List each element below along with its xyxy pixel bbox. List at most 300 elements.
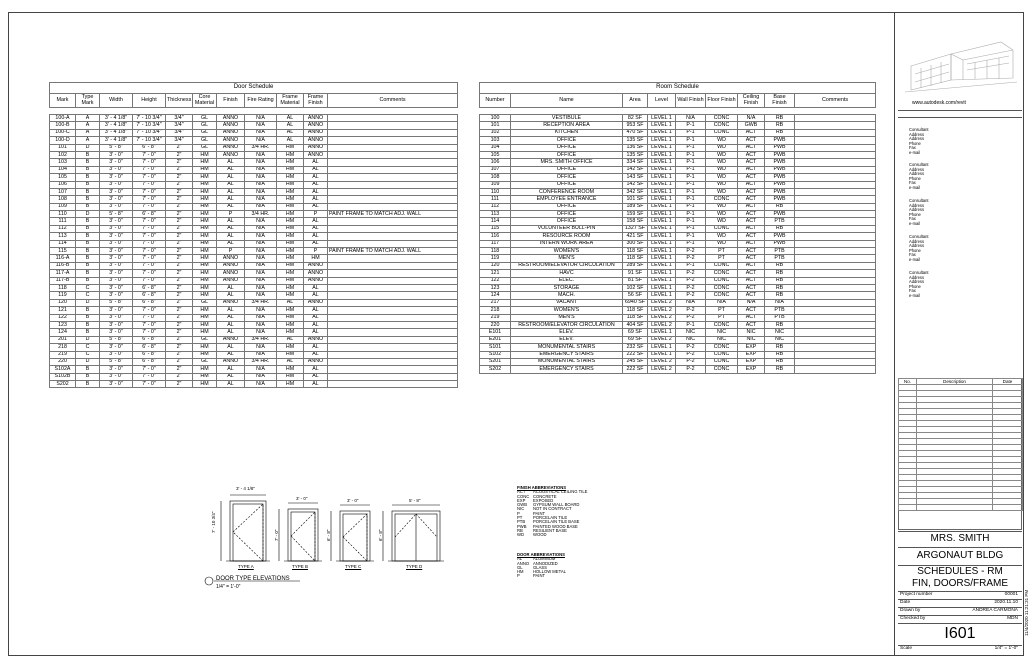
table-cell: HM xyxy=(277,181,304,188)
door-type-elevations xyxy=(200,485,460,595)
table-cell: AL xyxy=(304,225,328,232)
building-sketch xyxy=(901,20,1019,98)
abbreviation-meaning: ALUMINUM xyxy=(533,556,556,562)
table-cell: LEVEL 1 xyxy=(648,196,676,203)
table-cell xyxy=(795,211,876,218)
table-cell: PT xyxy=(706,248,738,255)
table-cell: ACT xyxy=(738,277,765,284)
table-cell: 2" xyxy=(166,211,193,218)
sheet-number: I601 xyxy=(944,625,976,642)
room-row xyxy=(480,358,876,365)
table-cell: B xyxy=(76,225,100,232)
table-cell: WD xyxy=(706,159,738,166)
table-cell: 2" xyxy=(166,321,193,328)
table-cell: P-2 xyxy=(676,292,706,299)
room-row xyxy=(480,137,876,144)
table-cell: HM xyxy=(193,174,217,181)
date-label: Date xyxy=(900,600,911,605)
table-cell: C xyxy=(76,344,100,351)
door-row xyxy=(50,144,458,151)
abbreviation-meaning: WOOD xyxy=(533,532,547,538)
type-a-height: 7' - 10 3/4" xyxy=(211,511,216,533)
door-row xyxy=(50,366,458,373)
table-cell: PAINT FRAME TO MATCH ADJ. WALL xyxy=(328,248,458,255)
table-cell: OFFICE xyxy=(511,137,623,144)
table-cell: 7' - 0" xyxy=(133,159,166,166)
table-cell: 7' - 0" xyxy=(133,225,166,232)
table-cell: S201 xyxy=(480,358,511,365)
door-row xyxy=(50,292,458,299)
consultant-block-1: Consultant Address Address Phone Fax e-mail xyxy=(909,127,929,155)
table-cell: LEVEL 2 xyxy=(648,299,676,306)
table-cell: 7' - 0" xyxy=(133,329,166,336)
checked-by-row xyxy=(900,616,1020,621)
room-row xyxy=(480,211,876,218)
table-cell: S101 xyxy=(480,344,511,351)
table-cell xyxy=(795,307,876,314)
table-cell: 112 xyxy=(50,225,76,232)
table-cell xyxy=(795,329,876,336)
table-cell: ACT xyxy=(738,144,765,151)
table-cell: HM xyxy=(277,174,304,181)
table-cell: 3' - 4 1/8" xyxy=(100,122,133,129)
table-cell: 7' - 10 3/4" xyxy=(133,115,166,122)
table-cell: LEVEL 1 xyxy=(648,166,676,173)
table-cell: 116 xyxy=(480,233,511,240)
door-row xyxy=(50,314,458,321)
table-cell: WD xyxy=(706,211,738,218)
table-cell: ACT xyxy=(738,188,765,195)
abbreviation-meaning: PAINTED WOOD BASE xyxy=(533,523,578,529)
table-cell: 111 xyxy=(50,218,76,225)
table-cell: 2" xyxy=(166,284,193,291)
table-cell: PAINT FRAME TO MATCH ADJ. WALL xyxy=(328,211,458,218)
table-cell: N/A xyxy=(245,137,277,144)
table-cell xyxy=(328,137,458,144)
table-cell: HM xyxy=(304,255,328,262)
table-cell: CONC xyxy=(706,196,738,203)
table-cell: AL xyxy=(217,240,245,247)
table-cell xyxy=(795,351,876,358)
table-cell: AL xyxy=(217,188,245,195)
table-cell: ANNO xyxy=(304,262,328,269)
table-cell xyxy=(795,344,876,351)
table-cell: 3' - 0" xyxy=(100,366,133,373)
table-cell xyxy=(328,381,458,388)
table-cell: 117 xyxy=(480,240,511,247)
table-cell: 113 xyxy=(480,211,511,218)
table-cell: 3' - 0" xyxy=(100,203,133,210)
table-cell: N/A xyxy=(245,314,277,321)
table-cell: 3' - 0" xyxy=(100,255,133,262)
table-cell: 123 xyxy=(480,284,511,291)
table-cell: LEVEL 1 xyxy=(648,233,676,240)
table-cell: HM xyxy=(277,373,304,380)
abbreviation-code: EXP xyxy=(517,497,526,503)
table-cell: ACT xyxy=(738,166,765,173)
table-cell: 142 SF xyxy=(623,166,648,173)
table-cell: PTB xyxy=(765,218,795,225)
door-row xyxy=(50,137,458,144)
table-cell: EXP xyxy=(738,358,765,365)
door-row xyxy=(50,115,458,122)
table-cell xyxy=(328,358,458,365)
table-cell: 3' - 0" xyxy=(100,381,133,388)
table-cell: VOLUNTEER BULL-PIN xyxy=(511,225,623,232)
table-cell: RESOURCE ROOM xyxy=(511,233,623,240)
drawn-by-row xyxy=(900,608,1020,613)
table-cell xyxy=(795,188,876,195)
table-cell: HM xyxy=(277,188,304,195)
table-cell xyxy=(328,366,458,373)
door-schedule-title: Door Schedule xyxy=(50,83,458,94)
table-cell: OFFICE xyxy=(511,181,623,188)
table-cell xyxy=(795,129,876,136)
table-cell: 300 SF xyxy=(623,240,648,247)
table-cell: LEVEL 1 xyxy=(648,174,676,181)
column-header: Finish xyxy=(217,94,245,108)
table-cell: LEVEL 2 xyxy=(648,336,676,343)
table-cell: N/A xyxy=(245,351,277,358)
table-cell: HM xyxy=(277,233,304,240)
table-cell: 222 SF xyxy=(623,351,648,358)
table-cell xyxy=(795,151,876,158)
table-cell: 122 xyxy=(480,277,511,284)
table-cell: P xyxy=(304,248,328,255)
door-row xyxy=(50,262,458,269)
table-cell: N/A xyxy=(245,292,277,299)
table-cell: P-1 xyxy=(676,240,706,247)
table-cell: ANNO xyxy=(217,277,245,284)
table-cell: 159 SF xyxy=(623,211,648,218)
table-cell: 2" xyxy=(166,248,193,255)
table-cell: AL xyxy=(217,329,245,336)
door-row xyxy=(50,166,458,173)
room-row xyxy=(480,159,876,166)
table-cell: 7' - 10 3/4" xyxy=(133,129,166,136)
table-cell: 5' - 8" xyxy=(100,336,133,343)
door-row xyxy=(50,381,458,388)
table-cell: VACANT xyxy=(511,299,623,306)
table-cell: B xyxy=(76,314,100,321)
table-cell: LEVEL 1 xyxy=(648,129,676,136)
table-cell: 2" xyxy=(166,336,193,343)
abbreviation-code: AL xyxy=(517,556,523,562)
table-cell: ACT xyxy=(738,248,765,255)
abbreviation-code: PWB xyxy=(517,523,527,529)
table-cell: HM xyxy=(277,225,304,232)
type-d-height: 6' - 8" xyxy=(378,529,383,541)
table-cell: ACT xyxy=(738,203,765,210)
table-cell: 81 SF xyxy=(623,277,648,284)
table-cell: RB xyxy=(765,203,795,210)
table-cell: OFFICE xyxy=(511,218,623,225)
table-cell: RB xyxy=(765,284,795,291)
table-cell: B xyxy=(76,151,100,158)
table-cell: 124 xyxy=(480,292,511,299)
table-cell: 108 xyxy=(480,174,511,181)
table-cell: ACT xyxy=(738,233,765,240)
room-row xyxy=(480,188,876,195)
table-cell xyxy=(328,270,458,277)
table-cell: 3' - 0" xyxy=(100,307,133,314)
table-cell: RB xyxy=(765,225,795,232)
table-cell: 3/4" xyxy=(166,115,193,122)
table-cell: 2" xyxy=(166,218,193,225)
table-cell: 3' - 0" xyxy=(100,248,133,255)
table-cell: LEVEL 1 xyxy=(648,262,676,269)
table-cell: 101 xyxy=(480,122,511,129)
table-cell xyxy=(328,181,458,188)
table-cell xyxy=(795,248,876,255)
table-cell xyxy=(795,122,876,129)
door-row xyxy=(50,270,458,277)
table-cell: 3' - 4 1/8" xyxy=(100,115,133,122)
table-cell: HM xyxy=(193,166,217,173)
table-cell: AL xyxy=(304,284,328,291)
table-cell: 6' - 8" xyxy=(133,351,166,358)
table-cell: 3/4 HR. xyxy=(245,211,277,218)
revision-cell xyxy=(993,505,1023,511)
table-cell: 404 SF xyxy=(623,321,648,328)
table-cell xyxy=(328,336,458,343)
spacer-cell xyxy=(480,108,876,115)
table-cell: ANNO xyxy=(217,122,245,129)
table-cell: PWB xyxy=(765,137,795,144)
column-header: Height xyxy=(133,94,166,108)
table-cell xyxy=(328,329,458,336)
sheet-name-line-1: SCHEDULES - RM xyxy=(917,566,1003,577)
table-cell: NIC xyxy=(765,336,795,343)
table-cell: ANNO xyxy=(304,144,328,151)
table-cell: HM xyxy=(193,366,217,373)
table-cell xyxy=(795,321,876,328)
table-cell: P-1 xyxy=(676,159,706,166)
table-cell: MACH. xyxy=(511,292,623,299)
elevations-title: DOOR TYPE ELEVATIONS xyxy=(216,576,290,582)
table-cell xyxy=(328,122,458,129)
table-cell: 116-A xyxy=(50,255,76,262)
table-cell: N/A xyxy=(245,188,277,195)
table-cell xyxy=(795,299,876,306)
table-cell xyxy=(328,218,458,225)
room-row xyxy=(480,299,876,306)
table-cell: 7' - 0" xyxy=(133,203,166,210)
table-cell: 2" xyxy=(166,277,193,284)
table-cell: AL xyxy=(277,299,304,306)
table-cell: 7' - 0" xyxy=(133,366,166,373)
table-cell: AL xyxy=(304,174,328,181)
table-cell: EXP xyxy=(738,351,765,358)
table-cell: PTB xyxy=(765,248,795,255)
table-cell: HM xyxy=(277,159,304,166)
column-header: Name xyxy=(511,94,623,108)
table-cell: ACT xyxy=(738,181,765,188)
table-cell: N/A xyxy=(676,115,706,122)
table-cell: ACT xyxy=(738,196,765,203)
table-cell: 3' - 0" xyxy=(100,240,133,247)
table-cell: 2" xyxy=(166,196,193,203)
table-cell: GL xyxy=(193,144,217,151)
table-cell: 135 SF xyxy=(623,137,648,144)
table-cell: ACT xyxy=(738,174,765,181)
table-cell: 56 SF xyxy=(623,292,648,299)
table-cell: N/A xyxy=(245,225,277,232)
date-value: 2020.11.10 xyxy=(994,600,1018,605)
table-cell: HM xyxy=(193,329,217,336)
table-cell: 5' - 8" xyxy=(100,299,133,306)
table-cell: 7' - 0" xyxy=(133,373,166,380)
table-cell: 118 SF xyxy=(623,248,648,255)
table-cell: 107 xyxy=(480,166,511,173)
room-row xyxy=(480,366,876,373)
table-cell: 7' - 10 3/4" xyxy=(133,122,166,129)
table-cell: ANNO xyxy=(217,358,245,365)
table-cell: S202 xyxy=(480,366,511,373)
table-cell: P xyxy=(217,211,245,218)
table-cell: 111 xyxy=(480,196,511,203)
table-cell: 2" xyxy=(166,240,193,247)
table-cell: 103 xyxy=(480,137,511,144)
table-cell: 104 xyxy=(50,166,76,173)
table-cell: LEVEL 1 xyxy=(648,255,676,262)
room-row xyxy=(480,122,876,129)
table-cell: 123 xyxy=(50,321,76,328)
table-cell: ACT xyxy=(738,211,765,218)
table-cell: LEVEL 1 xyxy=(648,203,676,210)
room-row xyxy=(480,336,876,343)
table-cell: RB xyxy=(765,270,795,277)
table-cell: LEVEL 1 xyxy=(648,211,676,218)
table-cell: N/A xyxy=(245,115,277,122)
table-cell: ANNO xyxy=(217,255,245,262)
drawn-by-label: Drawn by xyxy=(900,608,921,613)
table-cell xyxy=(795,314,876,321)
table-cell: PWB xyxy=(765,188,795,195)
table-cell: EMPLOYEE ENTRANCE xyxy=(511,196,623,203)
table-cell xyxy=(328,255,458,262)
consultant-block-3: Consultant Address Address Phone Fax e-mail xyxy=(909,198,929,226)
table-cell: 100-B xyxy=(50,122,76,129)
table-cell: 3' - 0" xyxy=(100,181,133,188)
table-cell: HM xyxy=(193,351,217,358)
table-cell: N/A xyxy=(245,218,277,225)
table-cell: 3/4" xyxy=(166,129,193,136)
table-cell: HM xyxy=(277,314,304,321)
abbreviation-item xyxy=(517,533,587,537)
type-a-label: TYPE A xyxy=(238,564,254,569)
type-d-width: 5' - 8" xyxy=(409,498,421,503)
table-cell: RB xyxy=(765,262,795,269)
table-cell: N/A xyxy=(765,299,795,306)
table-cell: PWB xyxy=(765,181,795,188)
table-cell: 102 xyxy=(480,129,511,136)
table-cell xyxy=(328,144,458,151)
table-cell: RB xyxy=(765,129,795,136)
table-cell: GL xyxy=(193,336,217,343)
room-schedule-title: Room Schedule xyxy=(480,83,876,94)
table-cell: 2" xyxy=(166,262,193,269)
table-cell: HM xyxy=(277,307,304,314)
abbreviation-meaning: RESILIENT BASE xyxy=(533,527,567,533)
table-cell: D xyxy=(76,336,100,343)
table-cell: N/A xyxy=(245,233,277,240)
table-cell: 7' - 0" xyxy=(133,188,166,195)
table-cell: B xyxy=(76,321,100,328)
table-cell: AL xyxy=(217,166,245,173)
title-block-rule xyxy=(898,117,1022,118)
room-row xyxy=(480,351,876,358)
abbreviation-code: ANNO xyxy=(517,560,530,566)
type-a-width: 3' - 4 1/8" xyxy=(236,486,255,491)
door-row xyxy=(50,188,458,195)
table-cell: AL xyxy=(277,122,304,129)
table-cell: A xyxy=(76,137,100,144)
table-cell: P-1 xyxy=(676,218,706,225)
table-cell: N/A xyxy=(245,181,277,188)
table-cell: AL xyxy=(217,181,245,188)
table-cell: 121 xyxy=(480,270,511,277)
room-row xyxy=(480,196,876,203)
table-cell xyxy=(795,218,876,225)
table-cell: HM xyxy=(193,218,217,225)
table-cell: PT xyxy=(706,255,738,262)
drawn-by-value: ANDREA CARMONA xyxy=(972,608,1018,613)
table-cell: OFFICE xyxy=(511,211,623,218)
table-cell: AL xyxy=(217,233,245,240)
table-cell: PTB xyxy=(765,307,795,314)
table-cell: ANNO xyxy=(304,270,328,277)
table-cell: HM xyxy=(277,240,304,247)
table-cell xyxy=(795,262,876,269)
table-cell: HM xyxy=(193,344,217,351)
table-cell: 2" xyxy=(166,329,193,336)
table-cell: B xyxy=(76,366,100,373)
abbreviation-code: PTB xyxy=(517,519,526,525)
table-cell: N/A xyxy=(245,174,277,181)
table-cell: HM xyxy=(193,262,217,269)
table-cell: 7' - 0" xyxy=(133,151,166,158)
table-cell: PWB xyxy=(765,159,795,166)
table-cell: RB xyxy=(765,115,795,122)
table-cell xyxy=(795,336,876,343)
title-block-rule xyxy=(898,547,1022,548)
table-cell: MONUMENTAL STAIRS xyxy=(511,358,623,365)
table-cell: 101 SF xyxy=(623,196,648,203)
table-cell: LEVEL 1 xyxy=(648,144,676,151)
table-cell: A xyxy=(76,129,100,136)
table-cell: 101 xyxy=(50,144,76,151)
abbreviation-code: CONC xyxy=(517,493,530,499)
room-row xyxy=(480,307,876,314)
elevations-scale: 1/4" = 1'-0" xyxy=(216,584,241,590)
revision-date-header: Date xyxy=(993,379,1023,385)
table-cell: 289 SF xyxy=(623,262,648,269)
table-cell: PTB xyxy=(765,314,795,321)
table-cell: 6' - 8" xyxy=(133,299,166,306)
table-cell: ANNO xyxy=(304,115,328,122)
table-cell: N/A xyxy=(245,284,277,291)
table-cell: HM xyxy=(277,144,304,151)
table-cell: D xyxy=(76,299,100,306)
abbreviation-item xyxy=(517,574,566,578)
door-row xyxy=(50,351,458,358)
table-cell: CONC xyxy=(706,292,738,299)
table-cell: GL xyxy=(193,358,217,365)
table-cell xyxy=(795,366,876,373)
table-cell xyxy=(328,129,458,136)
table-cell: GL xyxy=(193,129,217,136)
